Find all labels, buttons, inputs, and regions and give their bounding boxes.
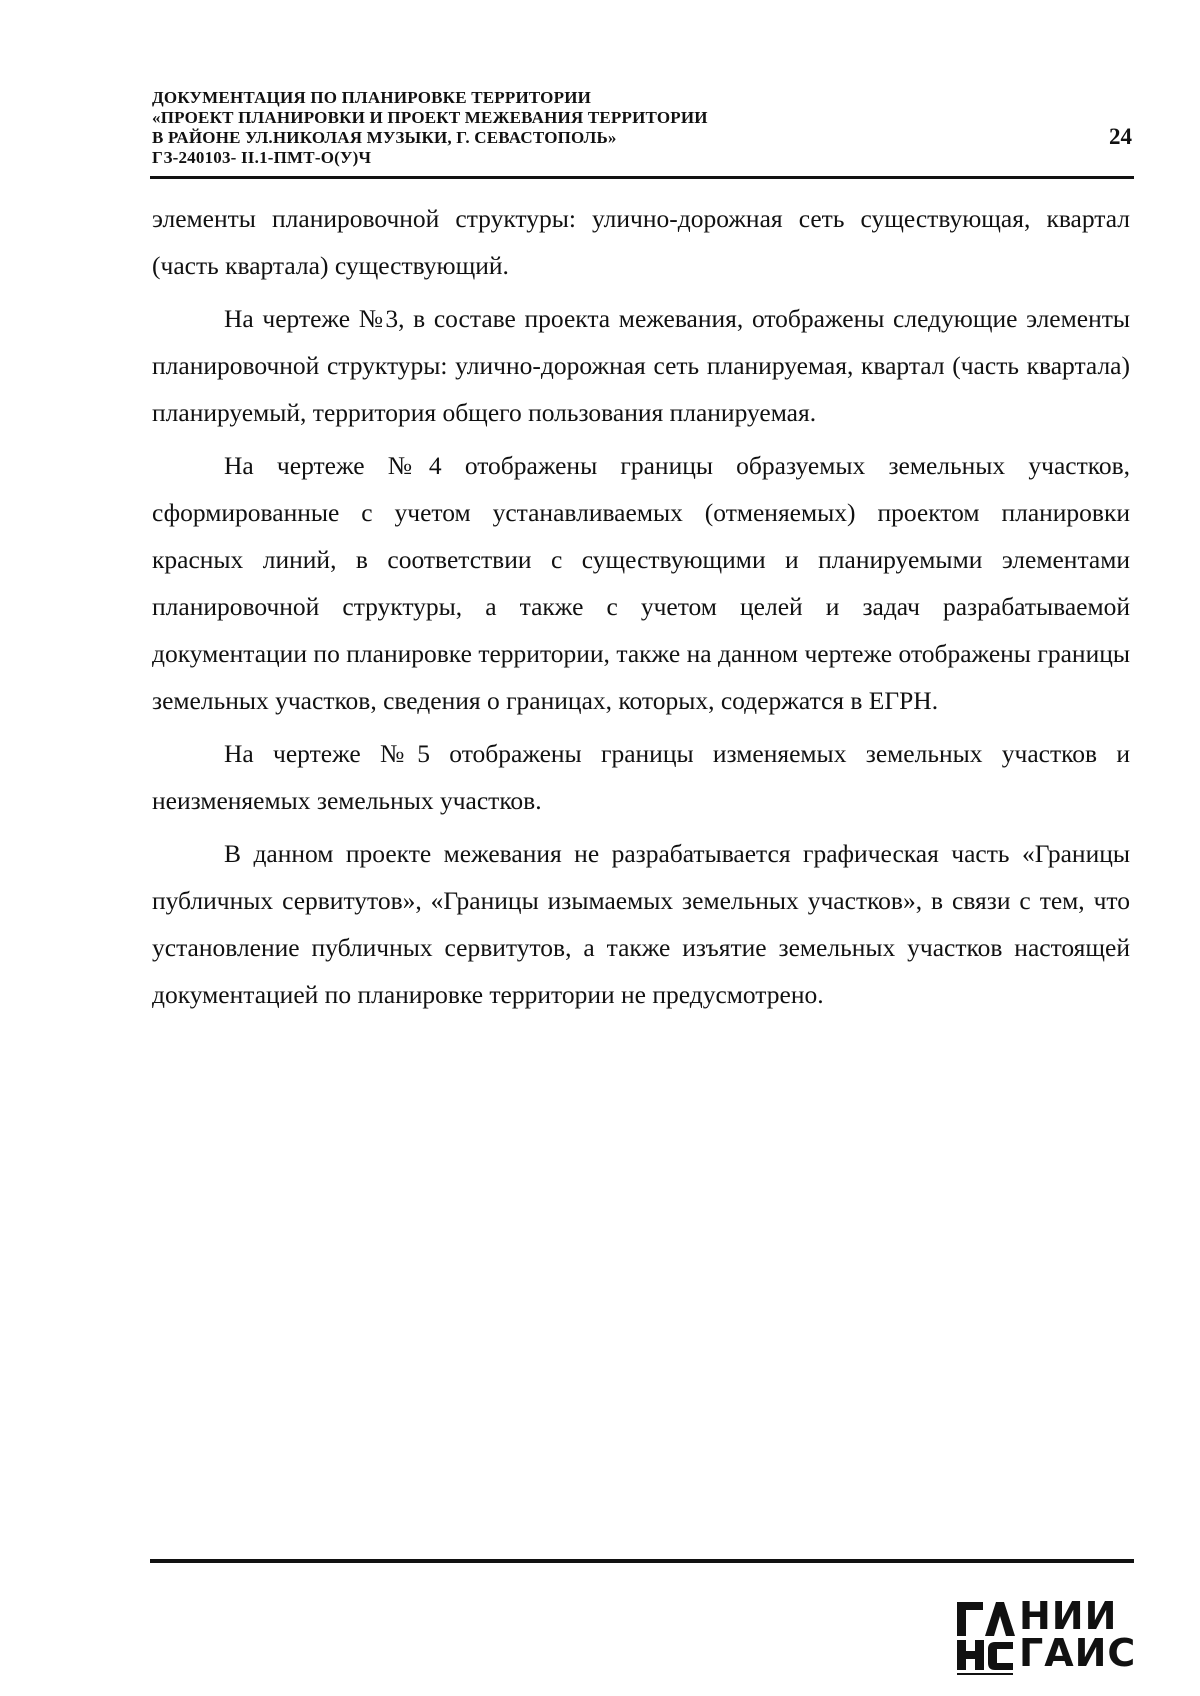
header-document-code: ГЗ-240103- II.1-ПМТ-О(У)Ч	[152, 148, 372, 167]
logo-line-1: НИИ	[1019, 1594, 1118, 1638]
footer-divider	[150, 1559, 1134, 1563]
paragraph-2: На чертеже №3, в составе проекта межевания, отображены следующие элементы планировочной структуры: улично-дорожная сеть планируемая, квартал (часть квартала) планируемый, территория общего пользования планируемая.	[152, 304, 1130, 427]
company-logo	[955, 1594, 1137, 1678]
header-title-line-2: «ПРОЕКТ ПЛАНИРОВКИ И ПРОЕКТ МЕЖЕВАНИЯ ТЕРРИТОРИИ	[152, 108, 708, 127]
document-title-block	[152, 88, 708, 168]
paragraph-3: На чертеже №4 отображены границы образуемых земельных участков, сформированные с учетом устанавливаемых (отменяемых) проектом планировки красных линий, в соответствии с существующими и планируемыми элементами планировочной структуры, а также с учетом целей и задач разрабатываемой документации по планировке территории, также на данном чертеже отображены границы земельных участков, сведения о границах, которых, содержатся в ЕГРН.	[152, 451, 1130, 715]
header-divider	[150, 176, 1134, 179]
logo-line-2: ГАИС	[1019, 1631, 1137, 1675]
logo-mark-icon	[955, 1598, 1015, 1676]
page-header	[152, 88, 1132, 178]
page-number: 24	[1109, 124, 1132, 149]
paragraph-1: элементы планировочной структуры: улично-дорожная сеть существующая, квартал (часть квартала) существующий.	[152, 204, 1130, 280]
document-body	[152, 195, 1130, 1018]
paragraph-4: На чертеже №5 отображены границы изменяемых земельных участков и неизменяемых земельных участков.	[152, 739, 1130, 815]
paragraph-5: В данном проекте межевания не разрабатывается графическая часть «Границы публичных сервитутов», «Границы изымаемых земельных участков», в связи с тем, что установление публичных сервитутов, а также изъятие земельных участков настоящей документацией по планировке территории не предусмотрено.	[152, 839, 1130, 1009]
logo-wordmark	[1019, 1594, 1137, 1675]
header-title-line-3: В РАЙОНЕ УЛ.НИКОЛАЯ МУЗЫКИ, Г. СЕВАСТОПОЛЬ»	[152, 128, 617, 147]
header-title-line-1: ДОКУМЕНТАЦИЯ ПО ПЛАНИРОВКЕ ТЕРРИТОРИИ	[152, 88, 592, 107]
